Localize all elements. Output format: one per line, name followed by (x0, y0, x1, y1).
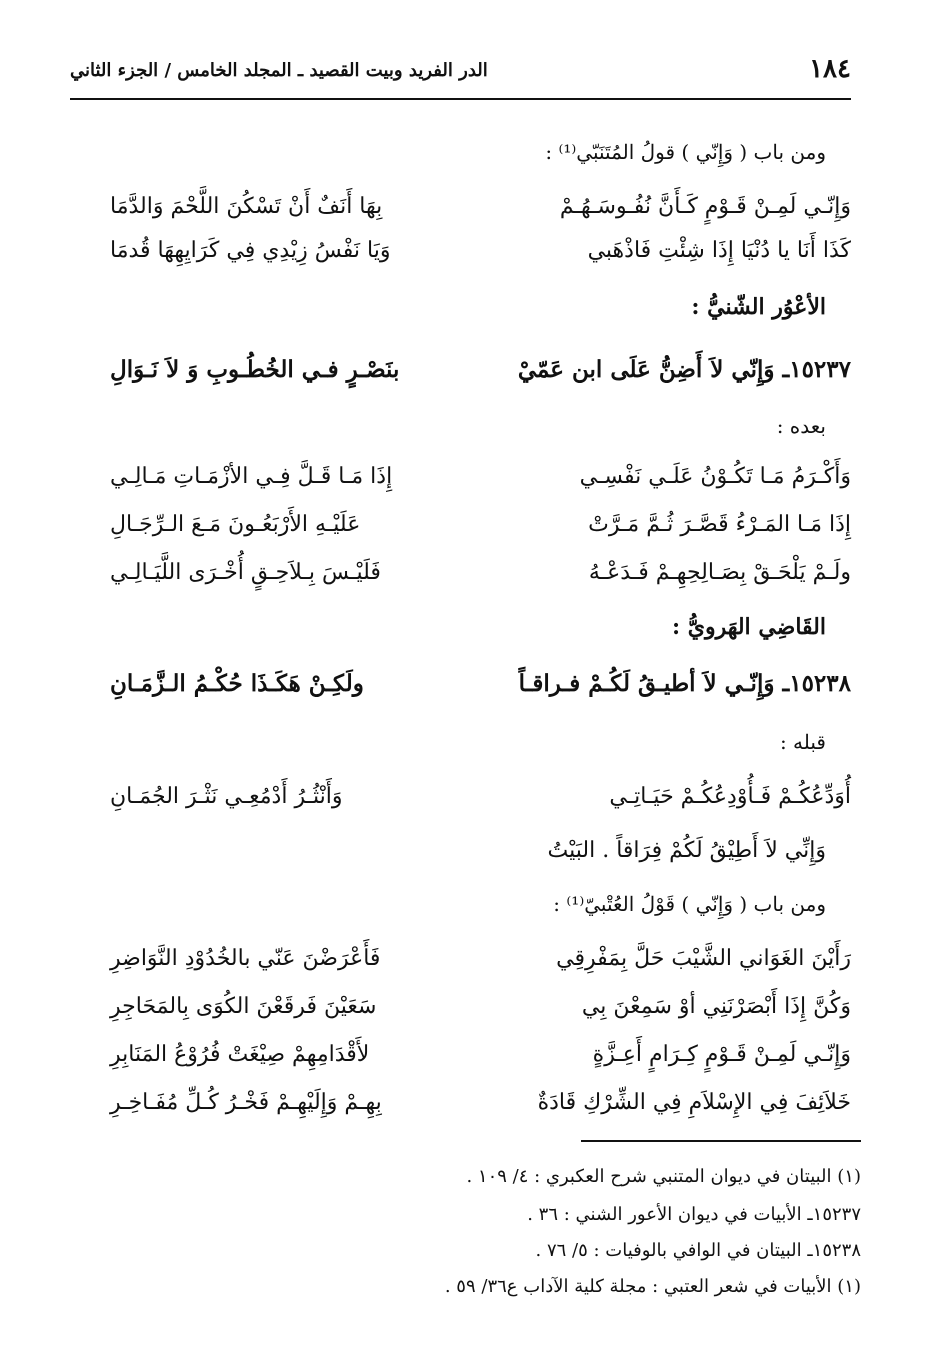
quoted-hemistich-line: وَإِنِّي لاَ أَطِيْقُ لَكُمْ فِرَاقاً . البَيْتُ (547, 838, 826, 863)
verse-line (70, 1090, 851, 1130)
verse-hemistich-second: إِذَا مَـا قَـلَّ فِـي الأزْمَـاتِ مَـالِـي (110, 464, 393, 489)
verse-hemistich-second: وَأَنْثُـرُ أَدْمُعِـي نَثْـرَ الجُمَـانِ (110, 784, 343, 809)
numbered-verse-line (70, 356, 851, 396)
verse-hemistich-first: خَلاَئِفَ فِي الإِسْلاَمِ فِي الشِّرْكِ قَادَةٌ (537, 1090, 851, 1115)
verse-hemistich-second: لأَقْدَامِهِمْ صِيْغَتْ فُرُوْعُ المَنَابِرِ (110, 1042, 370, 1067)
intro-line: ومن باب ( وَإِنّي ) قَوْلُ العُتْبيّ⁽¹⁾ : (553, 892, 826, 916)
poet-heading: القَاضِي الهَرويُّ : (671, 614, 826, 640)
verse-hemistich-second: ولَكِـنْ هَكَـذَا حُكْـمُ الـزَّمَـانِ (110, 670, 364, 697)
footnote-divider (581, 1140, 861, 1142)
page-header (70, 52, 851, 100)
verse-line (70, 464, 851, 504)
verse-hemistich-first: رَأَيْنَ الغَوَاني الشَّيْبَ حَلَّ بِمَفْرِقِي (556, 946, 851, 971)
footnote: ١٥٢٣٨ـ البيتان في الوافي بالوفيات : ٥/ ٧٦ . (535, 1240, 861, 1261)
verse-hemistich-first: ولَـمْ يَلْحَـقْ بِصَـالِحِهِـمْ فَـدَعْـهُ (588, 560, 851, 585)
verse-hemistich-first: وَإِنّـي لَمِـنْ قَـوْمٍ كَـأَنَّ نُفُـوسَـهُـمْ (559, 194, 851, 219)
intro-line: ومن باب ( وَإِنّي ) قولُ المُتَنَبّي⁽¹⁾ : (545, 140, 826, 164)
note-line: بعده : (776, 414, 826, 438)
verse-hemistich-second: وَيَا نَفْسُ زِيْدِي فِي كَرَايِهِهَا قُدمَا (110, 238, 391, 263)
verse-hemistich-first: كَذَا أَنَا يا دُنْيَا إِذَا شِئْتِ فَاذْهَبي (587, 238, 851, 263)
verse-hemistich-second: فَلَيْـسَ بِـلاَحِـقٍ أُخْـرَى اللَّيَـالِـي (110, 560, 381, 585)
note-line: قبله : (779, 730, 826, 754)
verse-line (70, 784, 851, 824)
footnote: ١٥٢٣٧ـ الأبيات في ديوان الأعور الشني : ٣٦ . (527, 1204, 861, 1225)
poet-heading: الأعْوُر الشّنيُّ : (691, 294, 826, 320)
verse-hemistich-second: عَلَيْـهِ الأَرْبَعُـونَ مَـعَ الـرِّجَـالِ (110, 512, 361, 537)
verse-line (70, 560, 851, 600)
page-number: ١٨٤ (809, 54, 851, 84)
verse-line (70, 1042, 851, 1082)
verse-hemistich-first: إِذَا مَـا المَـرْءُ قَصَّـرَ ثُـمَّ مَـرَّتْ (588, 512, 851, 537)
verse-line (70, 946, 851, 986)
footnote: (١) البيتان في ديوان المتنبي شرح العكبري : ٤/ ١٠٩ . (466, 1166, 861, 1187)
verse-hemistich-second: بنَصْـرٍ فـي الخُطُـوبِ وَ لاَ نَـوَالِ (110, 356, 400, 383)
verse-hemistich-first: وَأَكْـرَمُ مَـا تَكُـوْنُ عَلَـي نَفْسِـي (579, 464, 851, 489)
verse-hemistich-second: بِهِـمْ وَإِلَيْهِـمْ فَخْـرُ كُـلِّ مُفَـاخِـرِ (110, 1090, 382, 1115)
verse-hemistich-first: وَكُنَّ إِذَا أَبْصَرْنَنِي أوْ سَمِعْنَ بِي (581, 994, 851, 1019)
verse-hemistich-second: سَعَيْنَ فَرقَعْنَ الكُوَى بِالمَحَاجِرِ (110, 994, 377, 1019)
verse-line (70, 194, 851, 234)
verse-hemistich-first: أُوَدِّعُكُـمْ فَـأُوْدِعُكُـمْ حَيَـاتِـي (609, 784, 851, 809)
verse-hemistich-first: ١٥٢٣٧ـ وَإِنّي لاَ أَضِنُّ عَلَى ابن عَمّيْ (517, 356, 851, 383)
verse-hemistich-second: فَأَعْرَضْنَ عَنّي بالخُدُوْدِ النَّوَاضِرِ (110, 946, 381, 971)
footnote: (١) الأبيات في شعر العتبي : مجلة كلية الآداب ع٣٦/ ٥٩ . (444, 1276, 861, 1297)
verse-line (70, 238, 851, 278)
running-title: الدر الفريد وبيت القصيد ـ المجلد الخامس / الجزء الثاني (70, 60, 488, 81)
verse-hemistich-first: وَإِنّـي لَمِـنْ قَـوْمٍ كِـرَامٍ أَعِـزَّةٍ (592, 1042, 851, 1067)
verse-line (70, 994, 851, 1034)
verse-hemistich-first: ١٥٢٣٨ـ وَإِنّـي لاَ أطيـقُ لَكُـمْ فـراقـاً (518, 670, 851, 697)
numbered-verse-line (70, 670, 851, 710)
verse-line (70, 512, 851, 552)
verse-hemistich-second: بِهَا أَنَفٌ أَنْ تَسْكُنَ اللَّحْمَ وَالدَّمَا (110, 194, 383, 219)
